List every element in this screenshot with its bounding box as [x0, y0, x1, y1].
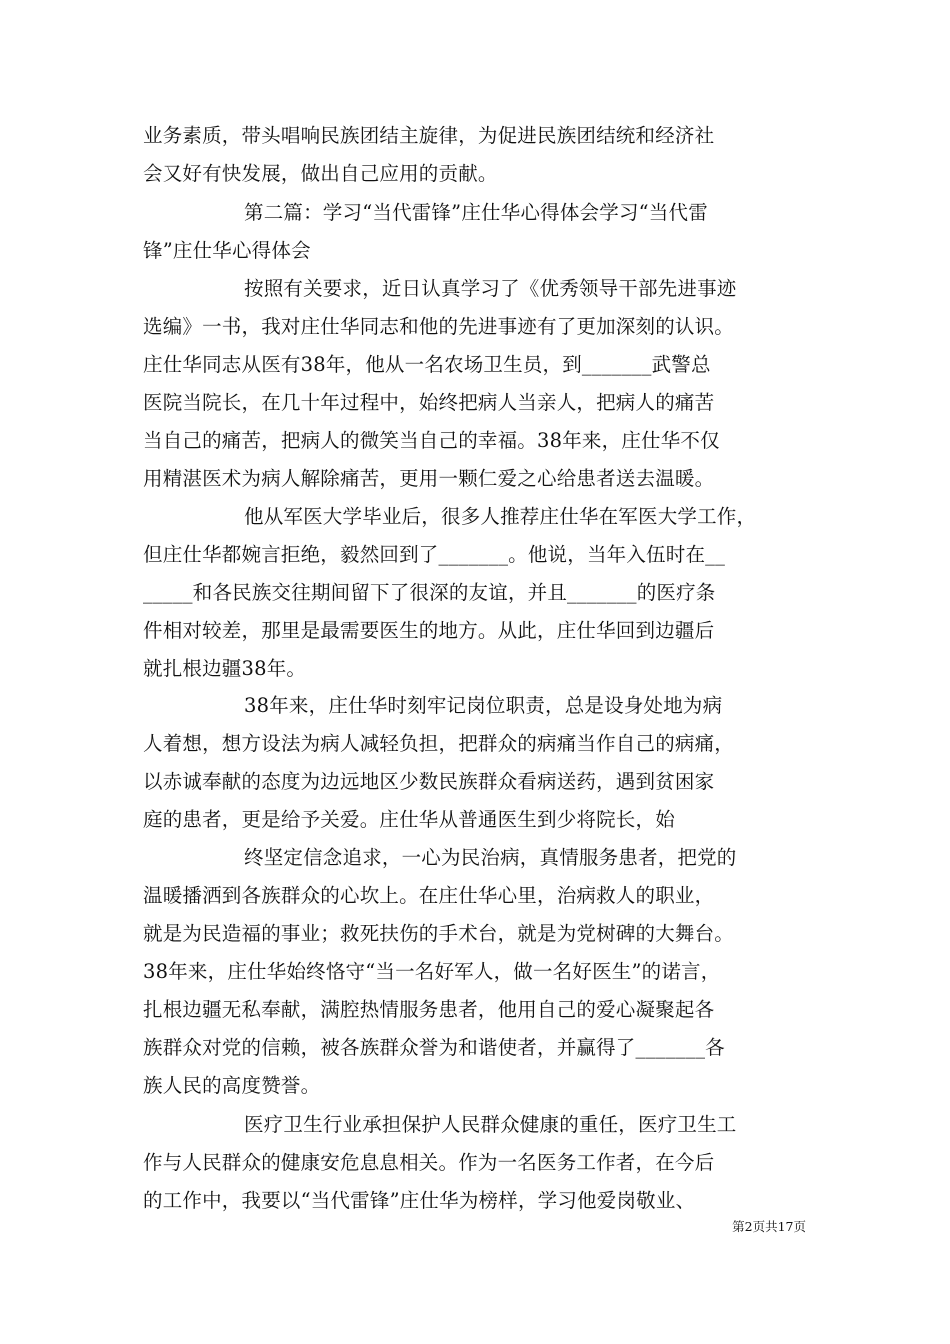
text-line: 庄仕华同志从医有38年，他从一名农场卫生员，到_______武警总 [143, 353, 711, 376]
text-line: 会又好有快发展，做出自己应用的贡献。 [143, 162, 498, 185]
text-line: 选编》一书，我对庄仕华同志和他的先进事迹有了更加深刻的认识。 [143, 315, 735, 338]
text-line: 庭的患者，更是给予关爱。庄仕华从普通医生到少将院长，始 [143, 808, 675, 831]
text-line: 就是为民造福的事业；救死扶伤的手术台，就是为党树碑的大舞台。 [143, 922, 735, 945]
text-line: 的工作中，我要以“当代雷锋”庄仕华为榜样，学习他爱岗敬业、 [143, 1189, 696, 1212]
section-heading: 第二篇：学习“当代雷锋”庄仕华心得体会学习“当代雷 [244, 201, 708, 224]
text-line: 按照有关要求，近日认真学习了《优秀领导干部先进事迹 [244, 277, 737, 300]
text-line: 族人民的高度赞誉。 [143, 1074, 321, 1097]
text-line: 医疗卫生行业承担保护人民群众健康的重任，医疗卫生工 [244, 1113, 737, 1136]
text-line: _____和各民族交往期间留下了很深的友谊，并且_______的医疗条 [143, 581, 716, 604]
text-line: 件相对较差，那里是最需要医生的地方。从此，庄仕华回到边疆后 [143, 619, 715, 642]
text-line: 但庄仕华都婉言拒绝，毅然回到了_______。他说，当年入伍时在__ [143, 543, 726, 566]
text-line: 用精湛医术为病人解除痛苦，更用一颗仁爱之心给患者送去温暖。 [143, 467, 715, 490]
section-heading: 锋”庄仕华心得体会 [143, 239, 311, 262]
text-line: 医院当院长，在几十年过程中，始终把病人当亲人，把病人的痛苦 [143, 391, 715, 414]
text-line: 他从军医大学毕业后，很多人推荐庄仕华在军医大学工作， [244, 505, 757, 528]
text-line: 终坚定信念追求，一心为民治病，真情服务患者，把党的 [244, 846, 737, 869]
text-line: 当自己的痛苦，把病人的微笑当自己的幸福。38年来，庄仕华不仅 [143, 429, 720, 452]
text-line: 人着想，想方设法为病人减轻负担，把群众的病痛当作自己的病痛， [143, 732, 735, 755]
text-line: 族群众对党的信赖，被各族群众誉为和谐使者，并赢得了_______各 [143, 1036, 725, 1059]
text-line: 38年来，庄仕华时刻牢记岗位职责，总是设身处地为病 [244, 694, 723, 717]
page-number: 第2页共17页 [732, 1219, 806, 1234]
text-line: 以赤诚奉献的态度为边远地区少数民族群众看病送药，遇到贫困家 [143, 770, 715, 793]
text-line: 就扎根边疆38年。 [143, 657, 307, 680]
text-line: 38年来，庄仕华始终恪守“当一名好军人，做一名好医生”的诺言， [143, 960, 721, 983]
text-line: 温暖播洒到各族群众的心坎上。在庄仕华心里，治病救人的职业， [143, 884, 715, 907]
text-line: 扎根边疆无私奉献，满腔热情服务患者，他用自己的爱心凝聚起各 [143, 998, 715, 1021]
text-line: 作与人民群众的健康安危息息相关。作为一名医务工作者，在今后 [143, 1151, 715, 1174]
text-line: 业务素质，带头唱响民族团结主旋律，为促进民族团结统和经济社 [143, 124, 715, 147]
